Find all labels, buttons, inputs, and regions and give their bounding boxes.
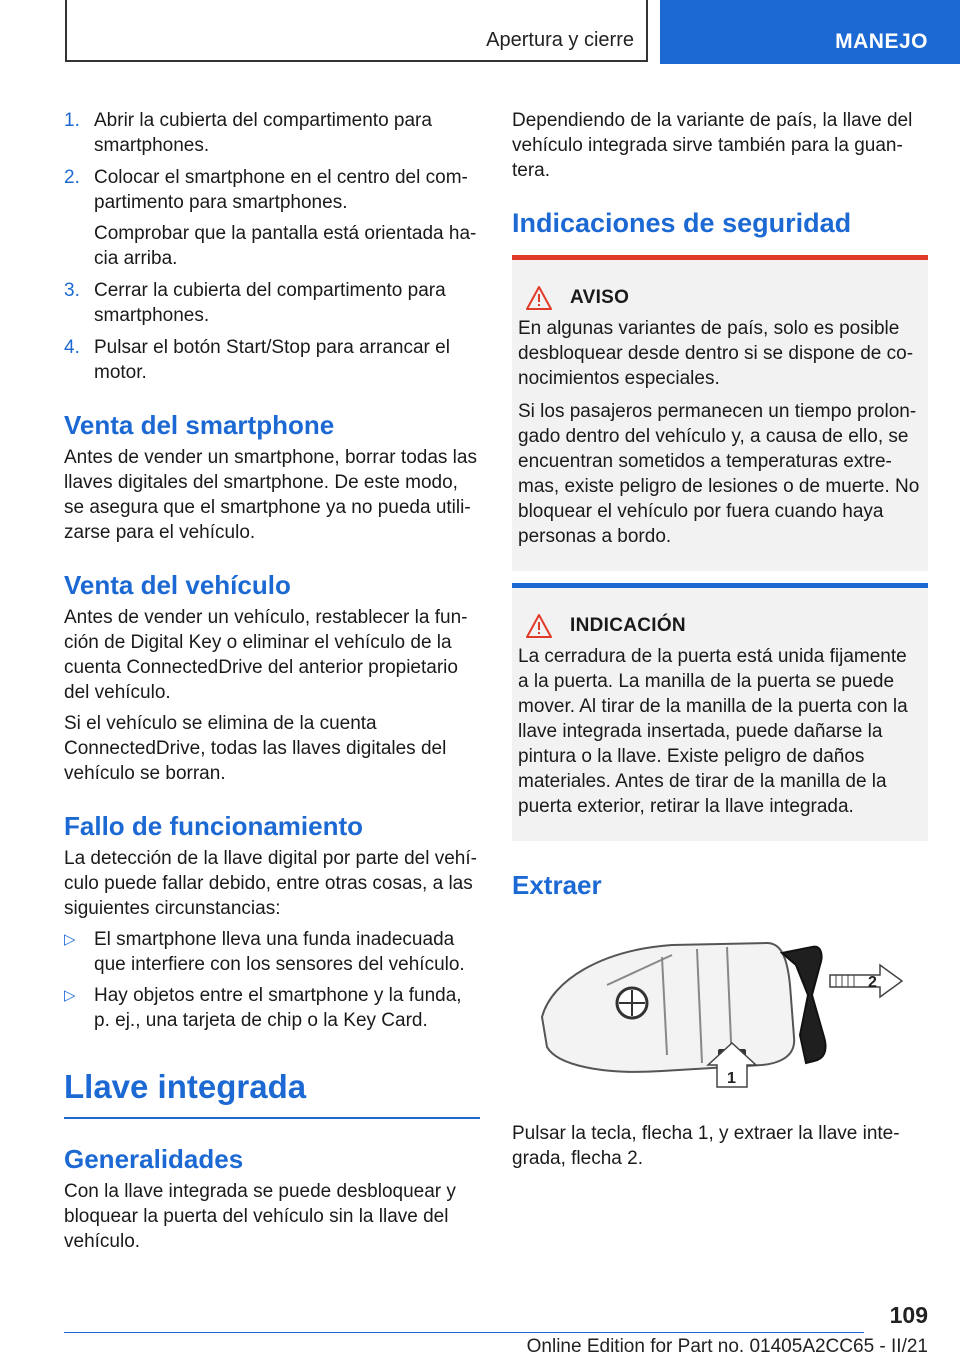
note-text: La cerradura de la puerta está unida fijamente a la puerta. La manilla de la puerta se puede mover. Al tirar de la manilla de la puerta con la llave integrada insertada, puede dañarse la pintura o la llave. Existe peligro de daños materiales. Antes de tirar de la manilla de la puerta exterior, retirar la llave integrada.	[518, 646, 908, 817]
step-text: Colocar el smartphone en el centro del compartimento para smartphones.	[94, 167, 468, 213]
heading-sell-vehicle: Venta del vehículo	[64, 570, 291, 600]
step-text: Comprobar que la pantalla está orientada hacia arriba.	[94, 223, 477, 269]
heading-integrated-key: Llave integrada	[64, 1065, 480, 1119]
extract-text: Pulsar la tecla, flecha 1, y extraer la llave integrada, flecha 2.	[512, 1123, 900, 1169]
sell-smartphone-text: Antes de vender un smartphone, borrar todas las llaves digitales del smartphone. De este modo, se asegura que el smartphone ya no pueda utilizarse para el vehículo.	[64, 447, 477, 543]
heading-general: Generalidades	[64, 1144, 244, 1174]
step-item	[64, 278, 480, 328]
warning-title: AVISO	[570, 287, 630, 308]
warning-triangle-icon	[526, 286, 552, 310]
arrow-1-label: 1	[727, 1070, 736, 1087]
left-column	[64, 108, 480, 1254]
glovebox-text: Dependiendo de la variante de país, la llave del vehículo integrada sirve también para la guantera.	[512, 110, 913, 181]
section-title: Apertura y cierre	[486, 29, 634, 51]
step-list	[64, 108, 480, 385]
note-title: INDICACIÓN	[570, 615, 686, 636]
bullet-text: Hay objetos entre el smartphone y la funda, p. ej., una tarjeta de chip o la Key Card.	[94, 985, 462, 1031]
step-text: Pulsar el botón Start/Stop para arrancar el motor.	[94, 337, 450, 383]
list-item	[64, 927, 480, 977]
arrow-2-label: 2	[868, 974, 877, 991]
key-illustration	[512, 925, 928, 1111]
malfunction-text: La detección de la llave digital por parte del vehículo puede fallar debido, entre otras cosas, a las siguientes circunstancias:	[64, 848, 477, 919]
right-column	[512, 108, 928, 1171]
step-item	[64, 335, 480, 385]
integrated-key-text: Con la llave integrada se puede desbloquear y bloquear la puerta del vehículo sin la llave del vehículo.	[64, 1181, 456, 1252]
note-callout	[512, 583, 928, 841]
step-item	[64, 108, 480, 158]
step-text: Abrir la cubierta del compartimento para smartphones.	[94, 110, 432, 156]
key-fob-shape	[542, 943, 794, 1072]
heading-extract: Extraer	[512, 870, 602, 900]
triangle-bullet-icon: ▷	[64, 931, 76, 948]
bullet-text: El smartphone lleva una funda inadecuada que interfiere con los sensores del vehículo.	[94, 929, 465, 975]
sell-vehicle-text: Si el vehículo se elimina de la cuenta ConnectedDrive, todas las llaves digitales del vehículo se borran.	[64, 713, 447, 784]
list-item	[64, 983, 480, 1033]
triangle-bullet-icon: ▷	[64, 987, 76, 1004]
step-number: 4.	[64, 337, 80, 358]
header-chapter-tab	[660, 0, 960, 64]
warning-triangle-icon	[526, 614, 552, 638]
step-number: 3.	[64, 280, 80, 301]
malfunction-bullet-list	[64, 927, 480, 1033]
page-number: 109	[889, 1302, 928, 1328]
heading-sell-smartphone: Venta del smartphone	[64, 410, 335, 440]
sell-vehicle-text: Antes de vender un vehículo, restablecer la función de Digital Key o eliminar el vehículo de la cuenta ConnectedDrive del anterior propietario del vehículo.	[64, 607, 468, 703]
warning-callout	[512, 255, 928, 571]
warning-text: En algunas variantes de país, solo es posible desbloquear desde dentro si se dispone de conocimientos especiales.	[518, 318, 914, 389]
key-extraction-figure	[512, 925, 928, 1111]
footer-divider	[64, 1332, 864, 1333]
footer-edition: Online Edition for Part no. 01405A2CC65 - II/21	[526, 1336, 928, 1357]
warning-text: Si los pasajeros permanecen un tiempo prolongado dentro del vehículo y, a causa de ello, se encuentran sometidos a temperaturas extremas, existe peligro de lesiones o de muerte. No bloquear el vehículo por fuera cuando haya personas a bordo.	[518, 401, 920, 547]
step-item	[64, 165, 480, 271]
heading-malfunction: Fallo de funcionamiento	[64, 811, 364, 841]
heading-safety: Indicaciones de seguridad	[512, 208, 852, 238]
header-section-tab	[65, 0, 648, 62]
step-number: 2.	[64, 167, 80, 188]
arrow-right-icon	[830, 965, 902, 997]
chapter-title: MANEJO	[835, 30, 928, 53]
step-number: 1.	[64, 110, 80, 131]
step-text: Cerrar la cubierta del compartimento para smartphones.	[94, 280, 446, 326]
